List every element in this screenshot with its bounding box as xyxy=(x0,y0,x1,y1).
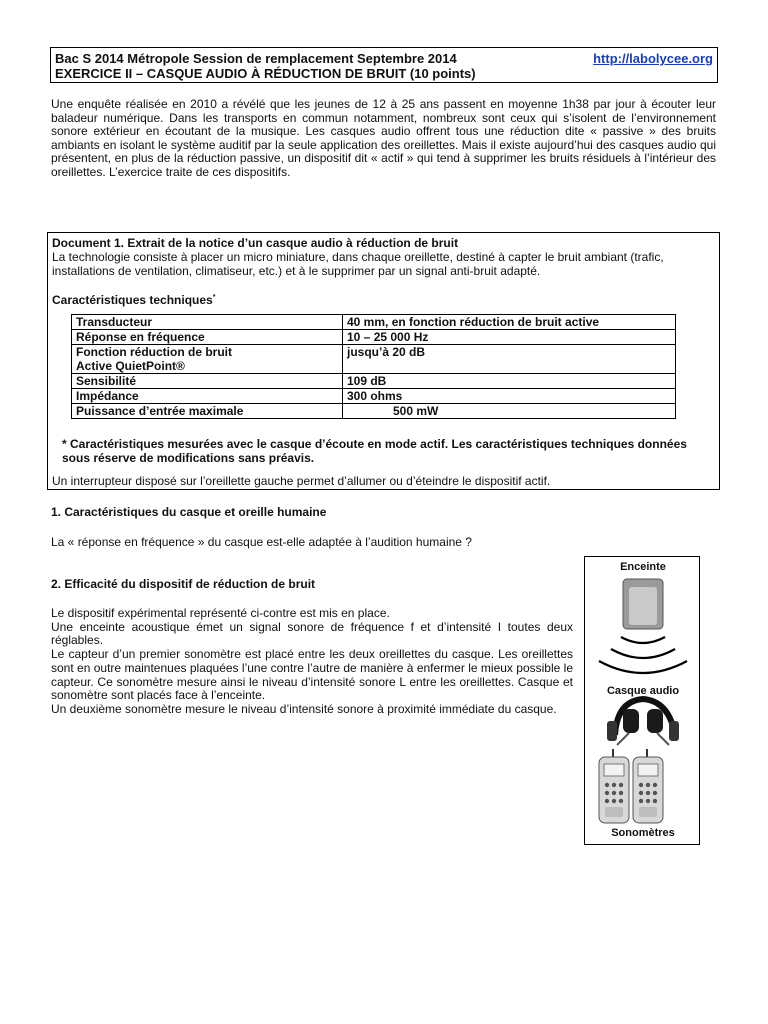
spec-label: Puissance d’entrée maximale xyxy=(72,404,343,419)
speaker-label: Enceinte xyxy=(620,561,666,573)
section-2-paragraph: Le dispositif expérimental représenté ci-contre est mis en place. xyxy=(51,606,390,620)
spec-value: jusqu’à 20 dB xyxy=(343,345,676,374)
spec-label: Réponse en fréquence xyxy=(72,330,343,345)
exam-session-title: Bac S 2014 Métropole Session de remplacement Septembre 2014 xyxy=(55,51,457,66)
section-2-paragraph: Un deuxième sonomètre mesure le niveau d’intensité sonore à proximité immédiate du casque. xyxy=(51,701,557,716)
setup-illustration xyxy=(585,557,701,846)
spec-label: Sensibilité xyxy=(72,374,343,389)
sound-waves-icon xyxy=(599,637,687,673)
sound-meter-icon xyxy=(633,749,663,823)
meters-label: Sonomètres xyxy=(611,827,675,839)
table-row xyxy=(72,345,676,374)
specs-note: * Caractéristiques mesurées avec le casque d’écoute en mode actif. Les caractéristiques techniques données sous réserve de modifications sans préavis. xyxy=(62,437,687,465)
spec-label: Transducteur xyxy=(72,315,343,330)
speaker-icon xyxy=(623,579,663,629)
section-2-paragraph: Le capteur d’un premier sonomètre est placé entre les deux oreillettes du casque. Les oreillettes sont en outre maintenues plaquées l’une contre l’autre de manière à enfermer le mieux possible le capteur. Ce sonomètre mesure ainsi le niveau d’intensité sonore L entre les oreillettes. Casque et sonomètre sont placés face à l’enceinte. xyxy=(51,647,573,703)
section-1-question: La « réponse en fréquence » du casque est-elle adaptée à l’audition humaine ? xyxy=(51,535,472,549)
section-2-text xyxy=(51,607,573,717)
table-row xyxy=(72,330,676,345)
document-1-text: La technologie consiste à placer un micro miniature, dans chaque oreillette, destiné à capter le bruit ambiant (trafic, installations de ventilation, climatiseur, etc.) et à le supprimer par un signal anti-bruit adapté. xyxy=(52,250,664,278)
document-1-footer: Un interrupteur disposé sur l’oreillette gauche permet d’allumer ou d’éteindre le dispositif actif. xyxy=(52,474,551,488)
table-row xyxy=(72,389,676,404)
labolycee-link[interactable]: http://labolycee.org xyxy=(593,51,713,66)
table-row xyxy=(72,404,676,419)
headset-icon xyxy=(607,699,679,745)
spec-value: 300 ohms xyxy=(343,389,676,404)
exercise-header xyxy=(50,47,718,83)
spec-value: 500 mW xyxy=(343,404,676,419)
document-1-title: Document 1. Extrait de la notice d’un casque audio à réduction de bruit xyxy=(52,236,459,250)
section-2-heading: 2. Efficacité du dispositif de réduction de bruit xyxy=(51,577,316,591)
document-1-box xyxy=(47,232,720,490)
table-row xyxy=(72,374,676,389)
spec-label: Fonction réduction de bruit Active QuietPoint® xyxy=(72,345,343,374)
headset-label: Casque audio xyxy=(606,685,680,697)
specs-title: Caractéristiques techniques* xyxy=(52,293,216,307)
intro-paragraph: Une enquête réalisée en 2010 a révélé que les jeunes de 12 à 25 ans passent en moyenne 1h38 par jour à écouter leur baladeur numérique. Dans les transports en commun notamment, nombreux sont ceux qui s’isolent de l’environnement sonore extérieur en écoutant de la musique. Les casques audio offrent tous une réduction dite « passive » des bruits ambiants en isolant le système auditif par la seule application des oreillettes. Mais il existe aujourd’hui des casques audio qui présentent, en plus de la réduction passive, un dispositif dit « actif » qui tend à supprimer les bruits résiduels à l’intérieur des oreillettes. L’exercice traite de ces dispositifs. xyxy=(51,97,716,179)
spec-value: 10 – 25 000 Hz xyxy=(343,330,676,345)
section-2-paragraph: Une enceinte acoustique émet un signal sonore de fréquence f et d’intensité I toutes deux réglables. xyxy=(51,619,573,648)
spec-value: 40 mm, en fonction réduction de bruit active xyxy=(343,315,676,330)
sound-meter-icon xyxy=(599,749,629,823)
section-1-heading: 1. Caractéristiques du casque et oreille humaine xyxy=(51,505,327,519)
experimental-setup-figure xyxy=(584,556,700,845)
exercise-title: EXERCICE II – CASQUE AUDIO À RÉDUCTION DE BRUIT (10 points) xyxy=(55,66,476,81)
spec-value: 109 dB xyxy=(343,374,676,389)
spec-label: Impédance xyxy=(72,389,343,404)
specs-table xyxy=(71,314,676,419)
table-row xyxy=(72,315,676,330)
